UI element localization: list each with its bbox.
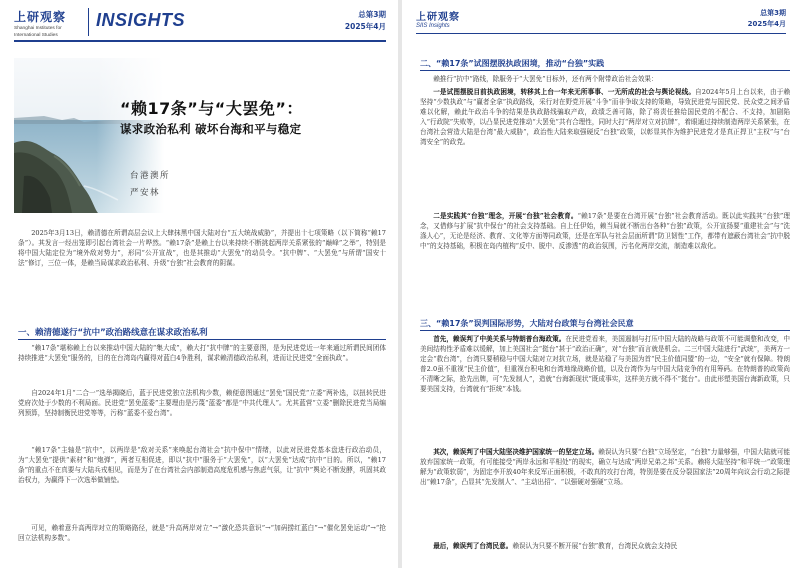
insights-wordmark: INSIGHTS (96, 10, 186, 30)
logo-en-line2: International Studies (14, 32, 58, 38)
left-page (0, 0, 398, 568)
section-3-point-2 (420, 448, 790, 488)
header-rule (14, 40, 386, 42)
section-2-point-1-body: 自2024年5月上台以来，由于赖坚持“少数执政”与“赢者全拿”执政路线，采行对在野党开展“斗争”而非争取支持的策略，导致民进党与国民党、民众党之间矛盾难以化解，赖此午政治斗争的结果是执政路线骗取产政，政绩乏善可陈，除了将责任推给国民党的不配合、不支持，加剧陷入“行政院”失败等，以凸显民进党推动“大罢免”共有合理性，同时大打“两岸对立对抗牌”，着眼通过持续制造两岸关系紧张，在台湾社会营造大陆是台湾“最大威胁”，政治性大陆来取强硬反“台独”政策，以彰显其作为维护民进党才是真正捍卫“主权”与“台湾安全”的政党。 (420, 88, 790, 146)
header-separator (88, 8, 89, 36)
issue-block (345, 9, 386, 33)
right-page (402, 0, 800, 568)
section-3-point-3 (420, 542, 790, 552)
section-2-heading: 二、“赖17条”试图摆脱执政困境，推动“台独”实践 (420, 59, 605, 68)
section-3-point-2-body: 赖误认为只要“台独”立场坚定，“台独”力量够强，中国大陆就可能放弃国家统一政策，有可能接受“两岸永远和平相处”的现实，确立与达成“两岸兄弟之邦”关系。赖将大陆坚持“和平统一”政策理解为“政策软弱”，为固定李开放40年来反军正面积极，不敢真的攻打台湾，特别是要在反分裂国家法”20周年向议会行动之际提出“赖17条”，凸显其“先发制人”、“主动出招”、“以强硬对强硬”立场。 (420, 448, 791, 486)
section-2-rule (420, 70, 790, 71)
logo-cn-small: 上研观察 (416, 12, 460, 23)
section-2-point-2-body: “赖17条”是要在台湾开展“台独”社会教育活动。既以此实践其“台独”理念，又借修与扩展“抗中保台”的社会支持基础。自上任伊始，赖当局就不断出台各种“台独”政策，公开宣扬要“重建社会”与“洗涤人心”，无论是经济、教育、文化等方面等同政策，还是在军队与社会层面所谓“防卫韧性”工作，都带有遮蔽台湾社会“抗中脱中”的支持基础，积极在岛内植构“反中、脱中、反渗透”的政治氛围，污名化两岸交流，制造难以敌化。 (420, 212, 790, 250)
logo-en-line1: Shanghai Institutes for (14, 26, 62, 31)
section-1-paragraph-2: 自2024年1月“二合一”选举揭晓后，蓝于民进党独立法机构少数，赖便意图通过“罢免”国民党“立委”两补选，以扭转民进党府次处于少数的不利局面。民进党“罢免蓝委”主要理由是污蔑“蓝委”都是“中共代理人”。尤其蓝营“立委”删除民进党当局编列预算，坚持制衡民进党等等，污称“蓝委不爱台湾”。 (18, 389, 386, 417)
section-2-point-1-lead: 一是试图摆脱目前执政困境，转移其上台一年来无所事事、一无所成的社会与舆论视线。 (433, 88, 696, 96)
issue-date-right: 2025年4月 (747, 20, 786, 28)
issue-number-right: 总第3期 (760, 9, 786, 17)
section-1-rule (18, 339, 386, 340)
section-1-heading: 一、赖清德遂行“抗中”政治路线意在谋求政治私利 (18, 328, 208, 338)
logo-en-small: SIIS Insights (416, 23, 450, 29)
article-subtitle: 谋求政治私利 破坏台海和平与稳定 (120, 122, 302, 136)
siis-logo (14, 8, 66, 38)
section-1-paragraph-1: “赖17条”堪称赖上台以来推动中国大陆的“集大成”，赖大打“抗中牌”的主要意图，是为民进党近一年来通过所谓民间团体持续推进“大罢免”服务的，目的在台湾岛内赢得对蓝白4争胜利，谋求赖清德政治私利，进而让民进党“全面执政”。 (18, 344, 386, 362)
intro-paragraph: 2025年3月13日，赖清德在所谓高层会议上大肆抹黑中国大陆对台“五大统战威胁”，并提出十七项策略（以下简称“赖17条”）。其发言一经出笼即引起台湾社会一片哗然。“赖17条”是赖上台以来持续不断挑起两岸关系紧张的“巅峰”之举”，特别是将中国大陆定位为“境外敌对势力”，形同“公开宣战”，也是其推动“大罢免”的动员令。“抗中牌”、“大罢免”与所谓“国安十法”修订，三位一体，是赖当局谋求政治私利、升级“台独”社会教育的阴谋。 (18, 229, 386, 267)
issue-number: 总第3期 (358, 10, 386, 19)
author-name: 严安林 (130, 188, 161, 198)
header-rule-right (416, 33, 786, 34)
section-3-point-2-lead: 其次，赖误判了中国大陆坚决维护国家统一的坚定立场。 (433, 448, 599, 456)
section-3-heading: 三、“赖17条”误判国际形势，大陆对台政策与台湾社会民意 (420, 319, 634, 328)
section-3-point-3-lead: 最后，赖误判了台湾民意。 (433, 542, 513, 550)
section-3-point-3-body: 赖误认为只要不断开展“台独”教育，台湾民众就会支持民 (512, 542, 678, 550)
section-1-paragraph-3: “赖17条”主轴是“抗中”，以两岸是“敌对关系”来唤起台湾社会“抗中保中”情绪，以此对民进党基本盘进行政治动员，为“大罢免”提供“素材”和“炮弹”，两者互相促进，即以“抗中”服务于“大罢免”，以“大罢免”达成“抗中”目的。所以，“赖17条”的重点不在真要与大陆兵戎相见，而是为了在台湾社会内部制造高度危机感与焦虑气氛，让“抗中”舆论不断发酵，巩固其政治权力，为赢得下一次选举做铺垫。 (18, 446, 386, 484)
siis-logo-small (416, 8, 460, 29)
article-title: “赖17条”与“大罢免”： (120, 99, 303, 118)
logo-cn: 上研观察 (14, 10, 67, 24)
section-2-point-2-lead: 二是实践其“台独”理念，开展“台独”社会教育。 (433, 212, 578, 220)
issue-block-right (748, 8, 786, 30)
section-1-paragraph-4: 可见，赖着意升高两岸对立的策略路径，就是“升高两岸对立”→“激化恐共意识”→“加码捞红蓝白”→“催化罢免运动”→“抢回立法机构多数”。 (18, 524, 386, 542)
section-3-point-1-lead: 首先，赖误判了中美关系与特朗普台海政策。 (433, 335, 566, 343)
issue-date: 2025年4月 (344, 22, 386, 31)
author-affiliation: 台港澳所 (130, 171, 171, 181)
section-2-intro: 赖推行“抗中”路线，除服务于“大罢免”目标外，还有两个附带政治社会效果： (433, 75, 658, 83)
section-3-point-1 (420, 335, 790, 394)
section-2-point-1 (420, 88, 790, 147)
section-3-point-1-body: 在民进党看来，美国遏制与打压中国大陆的战略与政策不可能调整和改变，中美间结构性矛盾难以缓解，加上美国社会“挺台”甚于“政治正确”，对“台独”而言就是机会。二三中国大陆进行“武统”，美两方一定会“救台湾”，台湾只要稍稳与中国大陆对立对抗立场，就是站稳了与美国为首“民主价值同盟”的一边，“安全”就有保障。特朗普2.0虽不重视“民主价值”，但重视台积电和台湾地缘战略价值，以及台湾作为与中国大陆竞争的有用筹码。在特朗普的政策尚不清晰之际，抢先出牌，可“先发制人”，造就“台海新现状”既成事实，这样美方就不得不“挺台”。由此形塑美国台海新政策，只要美国支持，台湾就有“拒统”本钱。 (420, 335, 791, 393)
section-2-point-2 (420, 212, 790, 252)
section-3-rule (420, 330, 790, 331)
